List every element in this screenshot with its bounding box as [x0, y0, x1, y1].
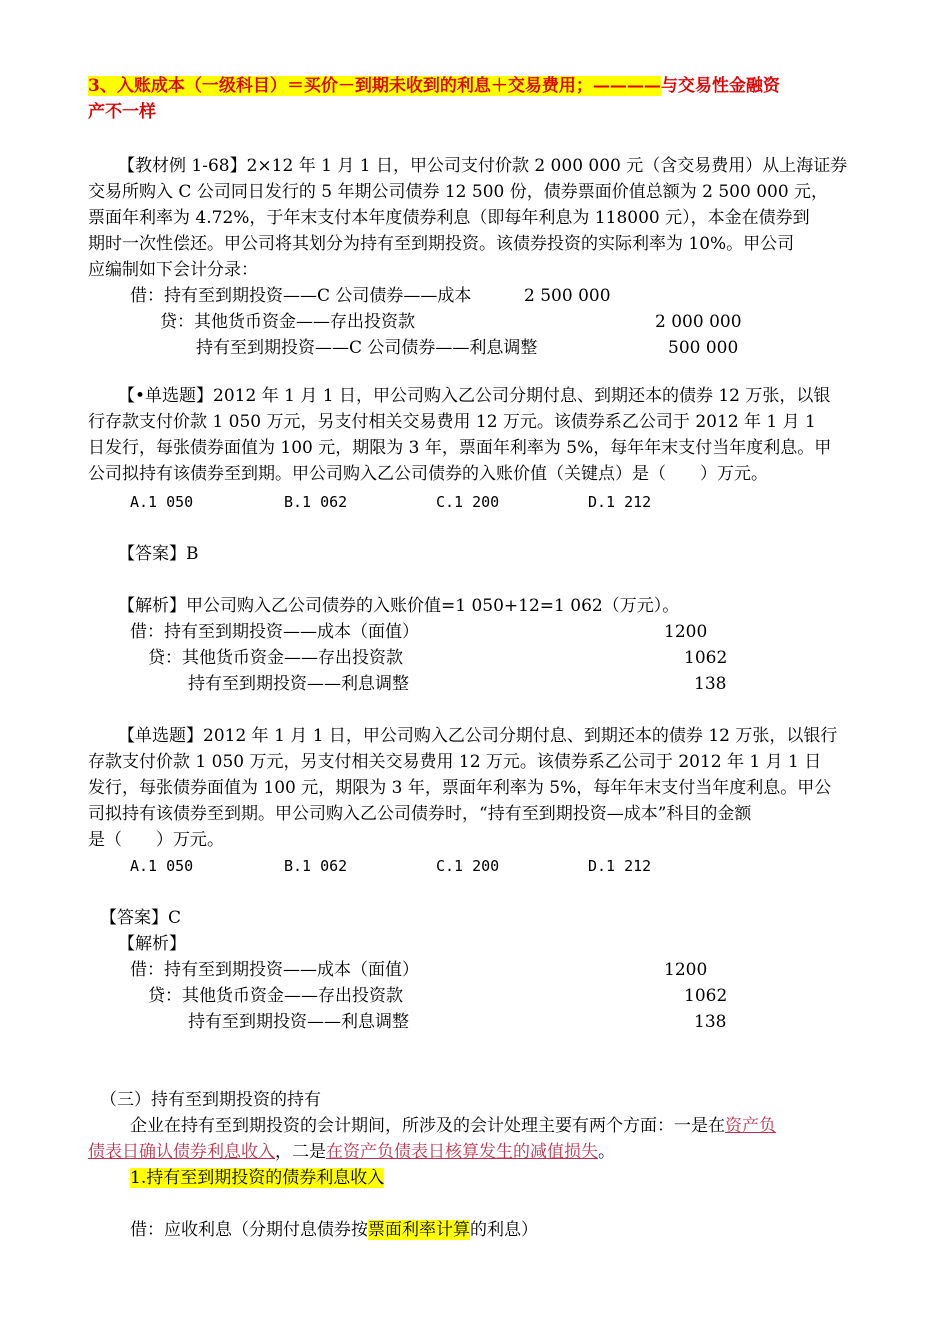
- q1-option-b: B.1 062: [284, 493, 348, 511]
- journal-debit: 借：持有至到期投资——C 公司债券——成本: [130, 286, 472, 306]
- q2-line-2: 存款支付价款 1 050 万元，另支付相关交易费用 12 万元。该债券系乙公司于 2012 年 1 月 1 日: [88, 752, 822, 772]
- interest-entry: [130, 1218, 538, 1242]
- section-link-2[interactable]: 在资产负债表日核算发生的减值损失: [326, 1142, 598, 1162]
- rule-heading-line1: [88, 74, 780, 98]
- section-para-text: 企业在持有至到期投资的会计期间，所涉及的会计处理主要有两个方面：一是在: [130, 1116, 725, 1136]
- journal-credit-2-amount: 500 000: [668, 338, 739, 358]
- q2-entry-debit: 借：持有至到期投资——成本（面值）: [130, 960, 419, 980]
- journal-credit-1-amount: 2 000 000: [655, 312, 742, 332]
- example-line-3: 票面年利率为 4.72%，于年末支付本年度债券利息（即每年利息为 118000 元），本金在债券到: [88, 208, 810, 228]
- section-link-1-end[interactable]: 债表日确认债券利息收入: [88, 1142, 275, 1162]
- example-line-2: 交易所购入 C 公司同日发行的 5 年期公司债券 12 500 份，债券票面价值总额为 2 500 000 元，: [88, 182, 829, 202]
- q2-entry-debit-amount: 1200: [664, 960, 708, 980]
- section-link-1-start[interactable]: 资产负: [725, 1116, 776, 1136]
- rule-text-highlighted: 3、入账成本（一级科目）＝买价－到期未收到的利息＋交易费用；————: [88, 76, 661, 96]
- q2-analysis: 【解析】: [118, 934, 186, 954]
- q1-option-a: A.1 050: [130, 493, 194, 511]
- interest-entry-post: 的利息）: [470, 1220, 538, 1240]
- q1-entry-credit-1-amount: 1062: [684, 648, 728, 668]
- rule-text-tail: 与交易性金融资: [660, 76, 780, 96]
- q2-option-d: D.1 212: [588, 857, 652, 875]
- q2-entry-credit-2: 持有至到期投资——利息调整: [188, 1012, 409, 1032]
- q1-line-3: 日发行，每张债券面值为 100 元，期限为 3 年，票面年利率为 5%，每年年末支付当年度利息。甲: [88, 438, 832, 458]
- q1-line-4: 公司拟持有该债券至到期。甲公司购入乙公司债券的入账价值（关键点）是（ ）万元。: [88, 464, 768, 484]
- subsection-1: [130, 1166, 384, 1190]
- q2-line-5: 是（ ）万元。: [88, 830, 224, 850]
- q1-option-c: C.1 200: [436, 493, 500, 511]
- interest-entry-highlight: 票面利率计算: [368, 1220, 470, 1240]
- journal-credit-1: 贷：其他货币资金——存出投资款: [160, 312, 415, 332]
- q1-entry-credit-2: 持有至到期投资——利息调整: [188, 674, 409, 694]
- journal-credit-2: 持有至到期投资——C 公司债券——利息调整: [196, 338, 538, 358]
- q2-line-1: 【单选题】2012 年 1 月 1 日，甲公司购入乙公司分期付息、到期还本的债券 12 万张，以银行: [118, 726, 838, 746]
- q2-line-4: 司拟持有该债券至到期。甲公司购入乙公司债券时，“持有至到期投资—成本”科目的金额: [88, 804, 752, 824]
- q1-entry-debit: 借：持有至到期投资——成本（面值）: [130, 622, 419, 642]
- q1-option-d: D.1 212: [588, 493, 652, 511]
- q1-analysis: 【解析】甲公司购入乙公司债券的入账价值=1 050+12=1 062（万元）。: [118, 596, 680, 616]
- q1-entry-credit-1: 贷：其他货币资金——存出投资款: [148, 648, 403, 668]
- section-para-line1: [130, 1114, 776, 1138]
- rule-heading-line2: 产不一样: [88, 102, 156, 122]
- q2-option-b: B.1 062: [284, 857, 348, 875]
- q1-line-1: 【•单选题】2012 年 1 月 1 日，甲公司购入乙公司分期付息、到期还本的债券 12 万张，以银: [118, 386, 831, 406]
- example-line-4: 期时一次性偿还。甲公司将其划分为持有至到期投资。该债券投资的实际利率为 10%。甲公司: [88, 234, 795, 254]
- q2-line-3: 发行，每张债券面值为 100 元，期限为 3 年，票面年利率为 5%，每年年末支付当年度利息。甲公: [88, 778, 832, 798]
- section-para-line2: [88, 1140, 615, 1164]
- example-line-5: 应编制如下会计分录：: [88, 260, 258, 280]
- q1-line-2: 行存款支付价款 1 050 万元，另支付相关交易费用 12 万元。该债券系乙公司于 2012 年 1 月 1: [88, 412, 816, 432]
- section-title: （三）持有至到期投资的持有: [100, 1090, 321, 1110]
- q2-option-c: C.1 200: [436, 857, 500, 875]
- q2-entry-credit-1: 贷：其他货币资金——存出投资款: [148, 986, 403, 1006]
- q1-entry-credit-2-amount: 138: [694, 674, 727, 694]
- section-para-mid: ，二是: [275, 1142, 326, 1162]
- q2-entry-credit-2-amount: 138: [694, 1012, 727, 1032]
- q2-option-a: A.1 050: [130, 857, 194, 875]
- q1-entry-debit-amount: 1200: [664, 622, 708, 642]
- interest-entry-pre: 借：应收利息（分期付息债券按: [130, 1220, 368, 1240]
- q2-entry-credit-1-amount: 1062: [684, 986, 728, 1006]
- q1-answer: 【答案】B: [118, 544, 199, 564]
- example-line-1: 【教材例 1-68】2×12 年 1 月 1 日，甲公司支付价款 2 000 000 元（含交易费用）从上海证券: [118, 156, 848, 176]
- journal-debit-amount: 2 500 000: [524, 286, 611, 306]
- subsection-1-title: 1.持有至到期投资的债券利息收入: [130, 1168, 385, 1188]
- q2-answer: 【答案】C: [100, 908, 182, 928]
- section-para-end: 。: [598, 1142, 615, 1162]
